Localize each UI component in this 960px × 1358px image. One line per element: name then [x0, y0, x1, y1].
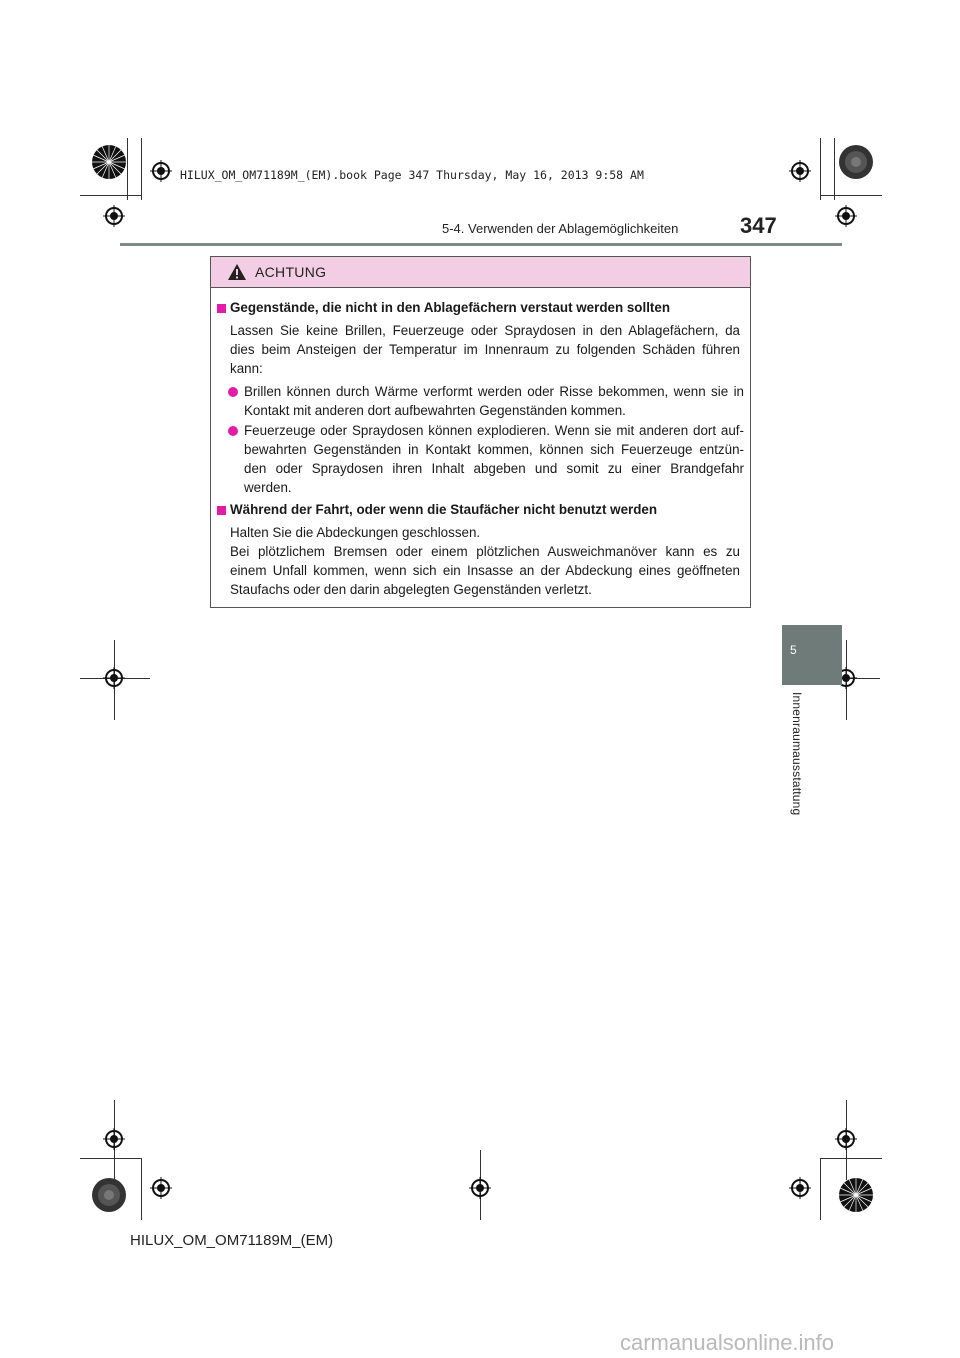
item-bullet-icon — [228, 426, 238, 436]
section-title: 5-4. Verwenden der Ablagemöglichkeiten — [442, 221, 679, 236]
crosshair-mark-icon — [103, 667, 125, 689]
header-rule — [120, 243, 842, 246]
body-line: Staufachs oder den darin abgelegten Gegenständen verletzt. — [230, 582, 592, 597]
crosshair-mark-icon — [835, 205, 857, 227]
starburst-mark-icon — [838, 144, 874, 180]
crosshair-mark-icon — [789, 160, 811, 182]
crop-line — [141, 1158, 142, 1220]
body-line: den oder Spraydosen ihren Inhalt abgeben und somit zu einer Brandgefahr — [244, 461, 744, 476]
crosshair-mark-icon — [103, 1128, 125, 1150]
crop-line — [820, 1158, 882, 1159]
watermark: carmanualsonline.info — [620, 1330, 835, 1355]
body-line: Lassen Sie keine Brillen, Feuerzeuge oder Spraydosen in den Ablagefächern, da — [230, 323, 740, 338]
crop-line — [80, 195, 142, 196]
crop-line — [80, 1158, 142, 1159]
crop-line — [820, 138, 821, 200]
crop-line — [820, 1158, 821, 1220]
starburst-mark-icon — [838, 1177, 874, 1213]
body-line: dies beim Ansteigen der Temperatur im Innenraum zu folgenden Schäden führen — [230, 342, 740, 357]
starburst-mark-icon — [91, 144, 127, 180]
crosshair-mark-icon — [835, 1128, 857, 1150]
page-number: 347 — [740, 213, 777, 238]
section-bullet-icon — [217, 506, 226, 515]
warning-box — [210, 256, 751, 608]
crop-line — [127, 138, 128, 200]
body-line: Halten Sie die Abdeckungen geschlossen. — [230, 525, 481, 540]
body-line: Bei plötzlichem Bremsen oder einem plötzlichen Ausweichmanöver kann es zu — [230, 544, 740, 559]
body-line: einem Unfall kommen, wenn sich ein Insasse an der Abdeckung eines geöffneten — [230, 563, 740, 578]
section-heading: Während der Fahrt, oder wenn die Staufächer nicht benutzt werden — [230, 502, 658, 517]
body-line: Brillen können durch Wärme verformt werden oder Risse bekommen, wenn sie in — [244, 384, 744, 399]
crosshair-mark-icon — [150, 160, 172, 182]
body-line: bewahrten Gegenständen in Kontakt kommen, können sich Feuerzeuge entzün- — [244, 442, 744, 457]
warning-title: ACHTUNG — [255, 264, 327, 280]
warning-triangle-icon — [227, 263, 247, 286]
section-bullet-icon — [217, 304, 226, 313]
book-stamp: HILUX_OM_OM71189M_(EM).book Page 347 Thursday, May 16, 2013 9:58 AM — [180, 168, 644, 182]
crosshair-mark-icon — [789, 1177, 811, 1199]
crop-line — [834, 138, 835, 200]
chapter-name: Innenraumausstattung — [790, 692, 804, 816]
crop-line — [820, 195, 882, 196]
body-line: Feuerzeuge oder Spraydosen können explodieren. Wenn sie mit anderen dort auf- — [244, 423, 744, 438]
document-code: HILUX_OM_OM71189M_(EM) — [130, 1232, 334, 1249]
starburst-mark-icon — [91, 1177, 127, 1213]
body-line: Kontakt mit anderen dort aufbewahrten Gegenständen kommen. — [244, 403, 626, 418]
chapter-number: 5 — [790, 643, 797, 657]
crop-line — [141, 138, 142, 200]
item-bullet-icon — [228, 387, 238, 397]
crosshair-mark-icon — [103, 205, 125, 227]
crosshair-mark-icon — [150, 1177, 172, 1199]
crosshair-mark-icon — [469, 1177, 491, 1199]
body-line: werden. — [244, 480, 292, 495]
body-line: kann: — [230, 361, 263, 376]
section-heading: Gegenstände, die nicht in den Ablagefächern verstaut werden sollten — [230, 300, 671, 315]
warning-header — [211, 257, 750, 288]
